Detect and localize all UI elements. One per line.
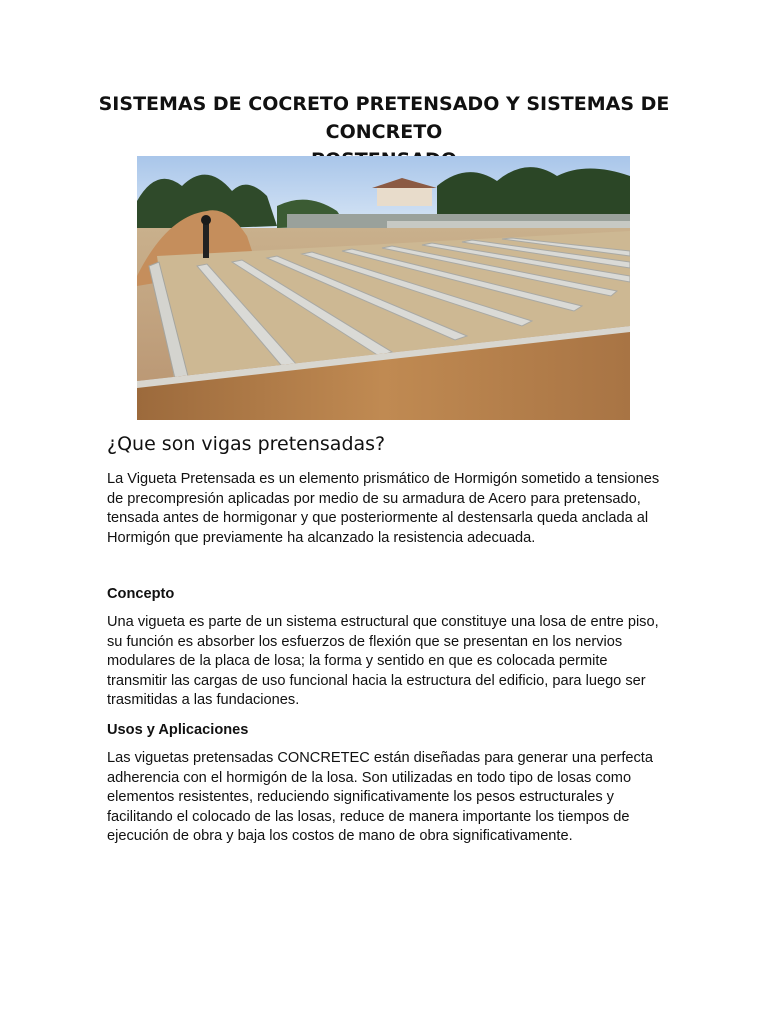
construction-photo [137, 156, 630, 420]
section-heading-usos: Usos y Aplicaciones [107, 722, 249, 738]
title-line-1: SISTEMAS DE COCRETO PRETENSADO Y SISTEMAS DE CONCRETO [98, 93, 670, 143]
section-heading-vigas: ¿Que son vigas pretensadas? [107, 433, 386, 455]
paragraph-vigas: La Vigueta Pretensada es un elemento prismático de Hormigón sometido a tensiones de precompresión aplicadas por medio de su armadura de Acero para pretensado, tensada antes de hormigonar y que posteriormente al destensarla queda anclada al Hormigón que previamente ha alcanzado la resistencia adecuada. [107, 471, 660, 546]
paragraph-concepto: Una vigueta es parte de un sistema estructural que constituye una losa de entre piso, su función es absorber los esfuerzos de flexión que se presentan en los nervios modulares de la placa de losa; la forma y sentido en que es colocada permite transmitir las cargas de uso funcional hacia la estructura del edificio, para luego ser trasmitidas a las fundaciones. [107, 614, 659, 708]
section-heading-concepto: Concepto [107, 586, 175, 602]
paragraph-usos: Las viguetas pretensadas CONCRETEC están diseñadas para generar una perfecta adherencia con el hormigón de la losa. Son utilizadas en todo tipo de losas como elementos resistentes, reduciendo significativamente los pesos estructurales y facilitando el colocado de las losas, reduce de manera importante los tiempos de ejecución de obra y baja los costos de mano de obra significativamente. [107, 750, 653, 844]
